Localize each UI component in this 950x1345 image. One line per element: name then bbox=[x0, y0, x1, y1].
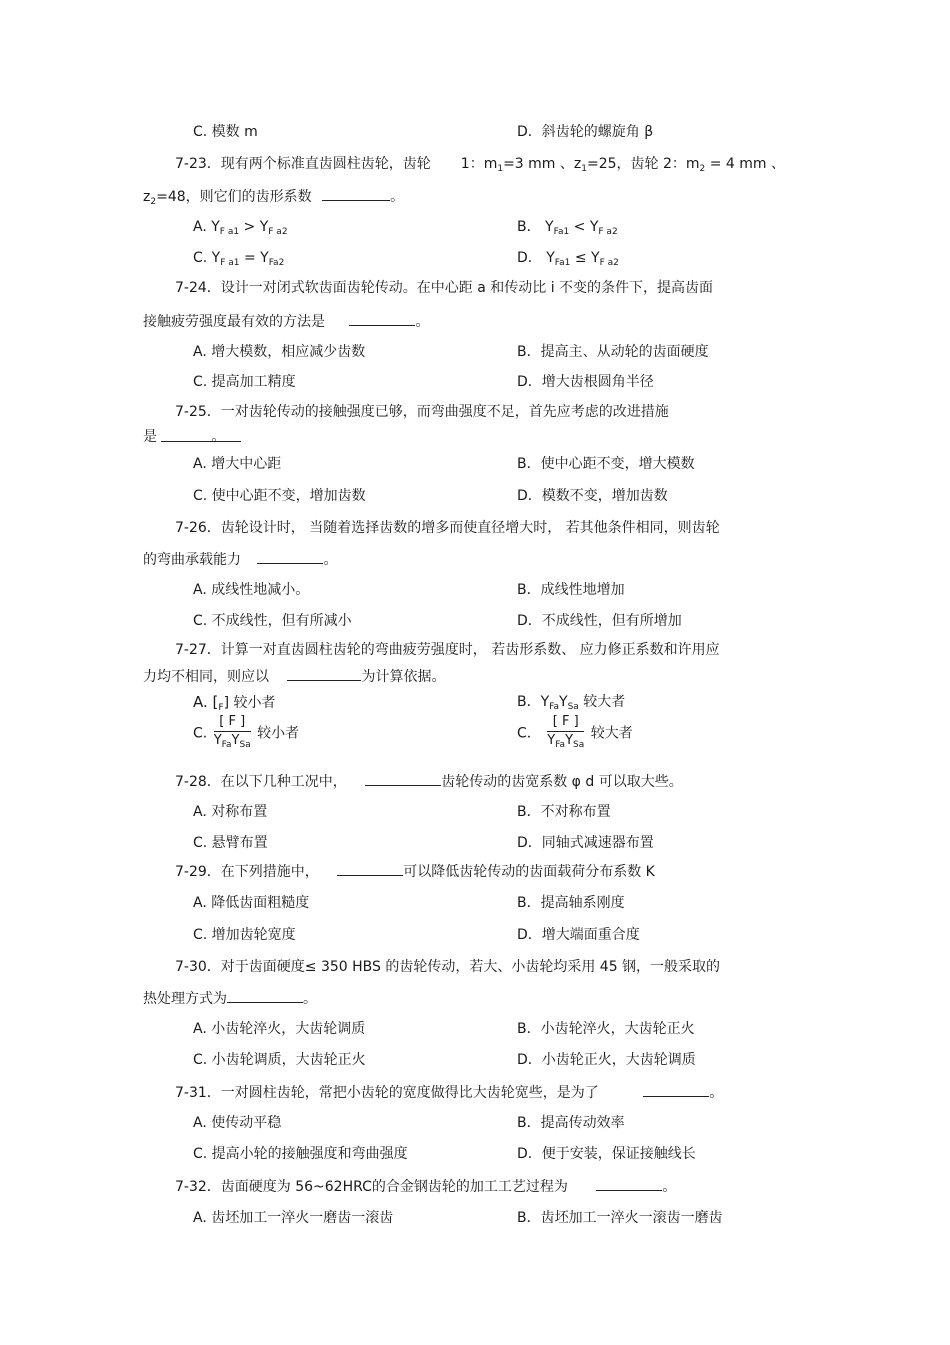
q22-option-d: D．斜齿轮的螺旋角 β bbox=[517, 124, 654, 140]
q28-option-b: B．不对称布置 bbox=[517, 804, 611, 820]
q23-option-b: B． $Y_{Fa1} < Y_{F a2}$ bbox=[517, 219, 618, 237]
answer-blank[interactable] bbox=[596, 1176, 662, 1191]
q32-option-b: B．齿坯加工一淬火一滚齿一磨齿 bbox=[517, 1210, 723, 1226]
answer-blank[interactable] bbox=[365, 771, 441, 786]
answer-blank[interactable] bbox=[337, 861, 403, 876]
q30-option-c: C. 小齿轮调质，大齿轮正火 bbox=[193, 1052, 366, 1068]
q25-option-d: D．模数不变，增加齿数 bbox=[517, 488, 668, 504]
fraction: $\frac{[ F ]}{Y_{Fa}Y_{Sa}}$ bbox=[547, 714, 585, 750]
q25-stem-line2: 是 。 bbox=[143, 427, 241, 447]
fraction: $\frac{[ F ]}{Y_{Fa}Y_{Sa}}$ bbox=[213, 714, 251, 750]
answer-blank[interactable] bbox=[349, 311, 415, 326]
q31-option-c: C. 提高小轮的接触强度和弯曲强度 bbox=[193, 1146, 408, 1162]
q23-stem-line2: $z_2=48$，则它们的齿形系数 。 bbox=[143, 186, 404, 212]
q25-option-c: C. 使中心距不变，增加齿数 bbox=[193, 488, 366, 504]
answer-blank[interactable] bbox=[643, 1082, 709, 1097]
q29-stem: 7-29．在下列措施中， 可以降低齿轮传动的齿面载荷分布系数 K bbox=[175, 861, 655, 882]
q23-option-c: C. $Y_{F a1} = Y_{Fa2}$ bbox=[193, 250, 285, 268]
q32-option-a: A. 齿坯加工一淬火一磨齿一滚齿 bbox=[193, 1210, 394, 1226]
q29-option-d: D．增大端面重合度 bbox=[517, 927, 640, 943]
q26-option-c: C. 不成线性，但有所减小 bbox=[193, 613, 352, 629]
q32-stem: 7-32．齿面硬度为 56~62HRC的合金钢齿轮的加工工艺过程为 。 bbox=[175, 1176, 676, 1197]
q25-option-a: A. 增大中心距 bbox=[193, 456, 282, 472]
q31-option-b: B．提高传动效率 bbox=[517, 1115, 625, 1131]
q30-stem-line2: 热处理方式为 。 bbox=[143, 988, 317, 1009]
q29-option-a: A. 降低齿面粗糙度 bbox=[193, 895, 310, 911]
q25-stem-line1: 7-25．一对齿轮传动的接触强度已够，而弯曲强度不足，首先应考虑的改进措施 bbox=[175, 404, 669, 420]
q26-option-d: D．不成线性，但有所增加 bbox=[517, 613, 682, 629]
q26-stem-line1: 7-26．齿轮设计时， 当随着选择齿数的增多而使直径增大时， 若其他条件相同，则齿轮 bbox=[175, 520, 720, 536]
answer-blank[interactable] bbox=[257, 549, 323, 564]
q27-option-d: C． $\frac{[ F ]}{Y_{Fa}Y_{Sa}}$ 较大者 bbox=[517, 713, 633, 754]
q22-option-c: C. 模数 m bbox=[193, 124, 258, 140]
q31-option-a: A. 使传动平稳 bbox=[193, 1115, 282, 1131]
q24-option-d: D．增大齿根圆角半径 bbox=[517, 374, 654, 390]
q24-option-c: C. 提高加工精度 bbox=[193, 374, 296, 390]
q24-stem-line2: 接触疲劳强度最有效的方法是 。 bbox=[143, 311, 429, 332]
q28-option-d: D．同轴式减速器布置 bbox=[517, 835, 654, 851]
q27-stem-line2: 力均不相同，则应以 为计算依据。 bbox=[143, 666, 445, 687]
q27-option-c: C. $\frac{[ F ]}{Y_{Fa}Y_{Sa}}$ 较小者 bbox=[193, 713, 299, 754]
q24-stem-line1: 7-24．设计一对闭式软齿面齿轮传动。在中心距 a 和传动比 i 不变的条件下，提高齿面 bbox=[175, 280, 714, 296]
answer-blank[interactable] bbox=[227, 988, 303, 1003]
q31-stem: 7-31．一对圆柱齿轮，常把小齿轮的宽度做得比大齿轮宽些，是为了 。 bbox=[175, 1082, 723, 1103]
answer-blank[interactable] bbox=[322, 186, 390, 201]
q23-option-a: A. $Y_{F a1} > Y_{F a2}$ bbox=[193, 219, 288, 237]
q26-stem-line2: 的弯曲承载能力 。 bbox=[143, 549, 337, 570]
q27-stem-line1: 7-27．计算一对直齿圆柱齿轮的弯曲疲劳强度时， 若齿形系数、 应力修正系数和许用应 bbox=[175, 642, 720, 658]
answer-blank[interactable] bbox=[287, 666, 361, 681]
q26-option-a: A. 成线性地减小。 bbox=[193, 582, 310, 598]
q29-option-c: C. 增加齿轮宽度 bbox=[193, 927, 296, 943]
answer-blank[interactable]: 。 bbox=[161, 427, 241, 442]
q26-option-b: B．成线性地增加 bbox=[517, 582, 625, 598]
q23-stem-line1: 7-23．现有两个标准直齿圆柱齿轮，齿轮 1：$m_1=3$ mm 、$z_1=25$，齿轮 2：$m_2 = 4$ mm 、 bbox=[175, 156, 785, 174]
q27-option-b: B．$Y_{Fa}Y_{Sa}$ 较大者 bbox=[517, 694, 626, 712]
q30-option-a: A. 小齿轮淬火，大齿轮调质 bbox=[193, 1021, 366, 1037]
q28-option-a: A. 对称布置 bbox=[193, 804, 268, 820]
q27-option-a: A. $[_F]$ 较小者 bbox=[193, 693, 276, 713]
q23-option-d: D． $Y_{Fa1} \le Y_{F a2}$ bbox=[517, 250, 619, 268]
q24-option-a: A. 增大模数，相应减少齿数 bbox=[193, 344, 366, 360]
q28-stem: 7-28．在以下几种工况中， 齿轮传动的齿宽系数 φ d 可以取大些。 bbox=[175, 771, 683, 792]
q24-option-b: B．提高主、从动轮的齿面硬度 bbox=[517, 344, 709, 360]
q30-stem-line1: 7-30．对于齿面硬度≤ 350 HBS 的齿轮传动，若大、小齿轮均采用 45 钢，一般采取的 bbox=[175, 959, 721, 975]
q31-option-d: D．便于安装，保证接触线长 bbox=[517, 1146, 696, 1162]
q30-option-b: B．小齿轮淬火，大齿轮正火 bbox=[517, 1021, 695, 1037]
q28-option-c: C. 悬臂布置 bbox=[193, 835, 268, 851]
q25-option-b: B．使中心距不变，增大模数 bbox=[517, 456, 695, 472]
q30-option-d: D．小齿轮正火，大齿轮调质 bbox=[517, 1052, 696, 1068]
q29-option-b: B．提高轴系刚度 bbox=[517, 895, 625, 911]
